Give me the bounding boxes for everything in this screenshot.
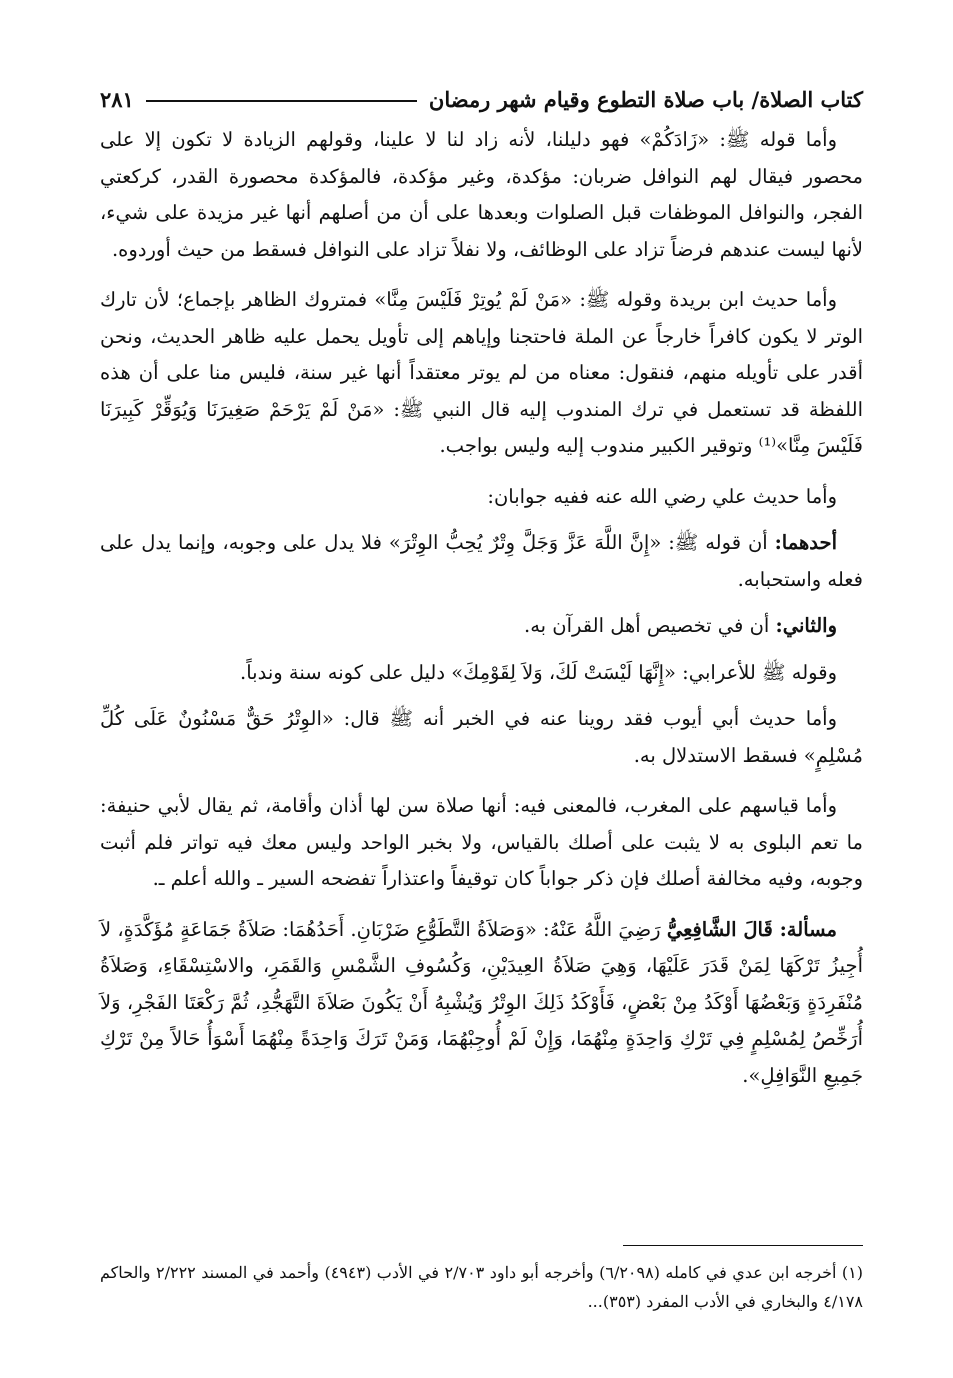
- running-header: [100, 82, 863, 116]
- page-content: [100, 82, 863, 1108]
- paragraph-lead: والثاني:: [775, 614, 837, 637]
- paragraph-text: وأما قوله ﷺ: «زَادَكُمْ» فهو دليلنا، لأنه زاد لنا لا علينا، وقولهم الزيادة لا تكون إلا على محصور فيقال لهم النوافل ضربان: مؤكدة، وغير مؤكدة، فالمؤكدة محصورة القدر، كركعتي الفجر، والنوافل الموظفات قبل الصلوات وبعدها على أن من أصلهم أنها غير مزيدة على شيء، لأنها ليست عندهم فرضاً تزاد على الوظائف، ولا نفلاً تزاد على النوافل فسقط من حيث أوردوه.: [100, 128, 863, 261]
- paragraph-text: أن قوله ﷺ: «إِنَّ اللَّهَ عَزَّ وَجَلَّ وِتْرٌ يُحِبُّ الوِتْرَ» فلا يدل على وجوبه، وإنما يدل على فعله واستحبابه.: [100, 531, 863, 591]
- paragraph: [100, 479, 863, 516]
- footnote: (١) أخرجه ابن عدي في كامله (٦/٢٠٩٨) وأخرجه أبو داود ٢/٧٠٣ في الأدب (٤٩٤٣) وأحمد في المسند ٢/٢٢٢ والحاكم ٤/١٧٨ والبخاري في الأدب المفرد (٣٥٣)...: [100, 1263, 863, 1311]
- paragraph: [100, 912, 863, 1095]
- paragraph-text: أن في تخصيص أهل القرآن به.: [524, 614, 776, 637]
- paragraph: [100, 122, 863, 268]
- paragraph-text: وأما حديث أبي أيوب فقد روينا عنه في الخبر أنه ﷺ قال: «الوِتْرُ حَقٌّ مَسْنُونٌ عَلَى كُلِّ مُسْلِمٍ» فسقط الاستدلال به.: [100, 707, 863, 767]
- paragraph: [100, 701, 863, 774]
- paragraph: [100, 655, 863, 692]
- paragraph-text: وأما حديث علي رضي الله عنه ففيه جوابان:: [487, 484, 837, 508]
- paragraph-text: وأما حديث ابن بريدة وقوله ﷺ: «مَنْ لَمْ يُوتِرْ فَلَيْسَ مِنَّا» فمتروك الظاهر بإجماع؛ لأن تارك الوتر لا يكون كافراً خارجاً عن الملة فاحتجنا وإياهم إلى تأويل يحمل عليه ظاهر الحديث، ونحن أقدر على تأويله منهم، فنقول: معناه من لم يوتر معتقداً أنها غير سنة، فليس منا على أن هذه اللفظة قد تستعمل في ترك المندوب إليه قال النبي ﷺ: «مَنْ لَمْ يَرْحَمْ صَغِيرَنَا وَيُوَقِّرْ كَبِيرَنَا فَلَيْسَ مِنَّا»⁽¹⁾ وتوقير الكبير مندوب إليه وليس بواجب.: [100, 288, 863, 457]
- paragraph-text: وأما قياسهم على المغرب، فالمعنى فيه: أنها صلاة سن لها أذان وأقامة، ثم يقال لأبي حنيفة: ما تعم البلوى به لا يثبت على أصلك بالقياس، ولا بخبر الواحد وليس معك فيه تواتر فلم أثبت وجوبه، وفيه مخالفة أصلك فإن ذكر جواباً كان توقيفاً واعتذاراً تفضحه السير ـ والله أعلم ـ.: [100, 794, 863, 890]
- paragraph: [100, 282, 863, 465]
- paragraph: [100, 608, 863, 645]
- paragraph-text: رَضِيَ اللَّهُ عَنْهُ: «وَصَلاَةُ التَّطَوُّعِ ضَرْبَانِ. أَحَدُهُمَا: صَلاَةُ جَمَاعَةٍ مُؤَكَّدَةٍ، لاَ أُجِيزُ تَرْكَهَا لِمَنْ قَدَرَ عَلَيْهَا، وَهِيَ صَلاَةُ العِيدَيْنِ، وَكُسُوفِ الشَّمْسِ وَالقَمَرِ، والاسْتِسْقَاءِ، وَصَلاَةُ مُنْفَرِدَةٍ وَبَعْضُهَا أَوْكَدُ مِنْ بَعْضٍ، فَأَوْكَدُ ذَلِكَ الوِتْرُ وَيُشْبِهُ أَنْ يَكُونَ صَلاَةَ التَّهَجُّدِ، ثُمَّ رَكْعَتَا الفَجْرِ، وَلاَ أُرَخِّصُ لِمُسْلِمٍ فِي تَرْكِ وَاحِدَةٍ مِنْهُمَا، وَإِنْ لَمْ أُوجِبْهُمَا، وَمَنْ تَرَكَ وَاحِدَةً مِنْهُمَا أَسْوَأُ حَالاً مِنْ تَرْكِ جَمِيعِ النَّوَافِلِ».: [100, 917, 863, 1087]
- paragraph-lead: أحدهما:: [774, 531, 837, 554]
- paragraph: [100, 525, 863, 598]
- book-title: كتاب الصلاة/ باب صلاة التطوع وقيام شهر رمضان: [428, 86, 863, 112]
- page-number: ٢٨١: [100, 86, 134, 112]
- footnote-separator: [623, 1245, 863, 1246]
- paragraph: [100, 788, 863, 898]
- paragraph-text: وقوله ﷺ للأعرابي: «إِنَّهَا لَيْسَتْ لَكَ، وَلاَ لِقَوْمِكَ» دليل على كونه سنة وندباً.: [240, 660, 837, 684]
- main-text: [100, 122, 863, 1094]
- paragraph-lead: مسألة: قَالَ الشَّافِعِيُّ: [666, 917, 837, 941]
- header-rule: [146, 100, 417, 102]
